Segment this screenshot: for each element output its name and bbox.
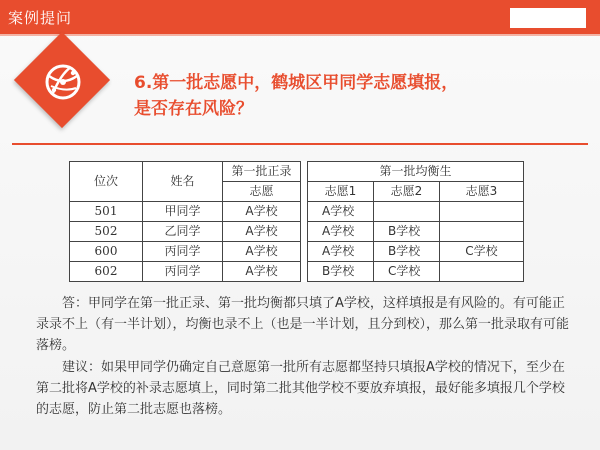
- header-blank-box: [510, 8, 586, 28]
- cell-name: 甲同学: [143, 202, 223, 222]
- cell-regular: A学校: [223, 222, 301, 242]
- cell-regular: A学校: [223, 262, 301, 282]
- header-choice-2: 志愿2: [374, 182, 440, 202]
- cell-name: 丙同学: [143, 242, 223, 262]
- globe-network-icon: [43, 62, 83, 102]
- cell-choice-2: C学校: [374, 262, 440, 282]
- header-choice-3: 志愿3: [440, 182, 524, 202]
- cell-rank: 600: [70, 242, 143, 262]
- header-bar: [0, 0, 600, 34]
- cell-regular: A学校: [223, 242, 301, 262]
- header-regular-choice: 志愿: [223, 182, 301, 202]
- question-line-2: 是否存在风险？: [134, 99, 253, 119]
- question-heading: [134, 70, 584, 122]
- cell-choice-1: A学校: [308, 222, 374, 242]
- cell-rank: 502: [70, 222, 143, 242]
- cell-choice-3: [440, 222, 524, 242]
- cell-choice-1: A学校: [308, 202, 374, 222]
- cell-choice-2: [374, 202, 440, 222]
- table-header-row-1: [70, 162, 524, 182]
- header-group-regular: 第一批正录: [223, 162, 301, 182]
- cell-regular: A学校: [223, 202, 301, 222]
- table-gap: [301, 162, 308, 282]
- cell-choice-3: [440, 262, 524, 282]
- question-line-1: 6.第一批志愿中，鹤城区甲同学志愿填报，: [134, 73, 459, 93]
- header-name: 姓名: [143, 162, 223, 202]
- header-underline: [0, 34, 600, 36]
- cell-name: 丙同学: [143, 262, 223, 282]
- cell-choice-2: B学校: [374, 222, 440, 242]
- table-row: [70, 202, 524, 222]
- cell-choice-1: B学校: [308, 262, 374, 282]
- answer-paragraph: 答：甲同学在第一批正录、第一批均衡都只填了A学校，这样填报是有风险的。有可能正录录不上（有一半计划），均衡也录不上（也是一半计划，且分到校），那么第一批录取有可能落榜。: [36, 296, 570, 353]
- cell-choice-2: B学校: [374, 242, 440, 262]
- header-group-balanced: 第一批均衡生: [308, 162, 524, 182]
- table-row: [70, 242, 524, 262]
- heading-divider: [12, 143, 588, 145]
- header-choice-1: 志愿1: [308, 182, 374, 202]
- volunteer-table: [69, 161, 524, 282]
- cell-choice-3: C学校: [440, 242, 524, 262]
- suggestion-paragraph: 建议：如果甲同学仍确定自己意愿第一批所有志愿都坚持只填报A学校的情况下，至少在第二批将A学校的补录志愿填上，同时第二批其他学校不要放弃填报，最好能多填报几个学校的志愿，防止第二批志愿也落榜。: [36, 360, 565, 417]
- table-row: [70, 222, 524, 242]
- cell-choice-3: [440, 202, 524, 222]
- header-title: 案例提问: [8, 9, 73, 27]
- cell-rank: 501: [70, 202, 143, 222]
- cell-name: 乙同学: [143, 222, 223, 242]
- cell-rank: 602: [70, 262, 143, 282]
- header-rank: 位次: [70, 162, 143, 202]
- cell-choice-1: A学校: [308, 242, 374, 262]
- table-row: [70, 262, 524, 282]
